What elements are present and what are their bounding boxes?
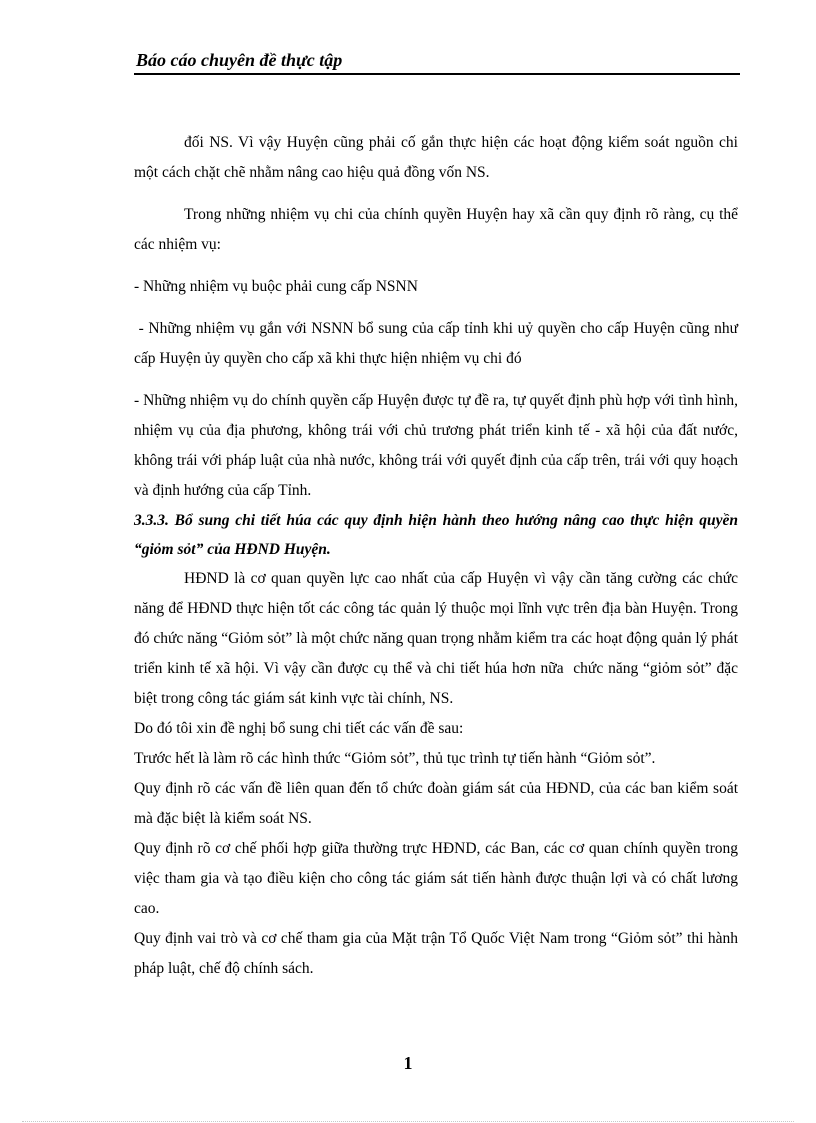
paragraph-6: HĐND là cơ quan quyền lực cao nhất của cấp Huyện vì vậy cần tăng cường các chức năng để HĐND thực hiện tốt các công tác quản lý thuộc mọi lĩnh vực trên địa bàn Huyện. Trong đó chức năng “Giỏm sỏt” là một chức năng quan trọng nhằm kiểm tra các hoạt động quản lý phát triển kinh tế xã hội. Vì vậy cần được cụ thể và chi tiết húa hơn nữa chức năng “giỏm sỏt” đặc biệt trong công tác giám sát kinh vực tài chính, NS.	[134, 570, 742, 707]
document-body	[134, 128, 742, 984]
paragraph-10: Quy định rõ cơ chế phối hợp giữa thường trực HĐND, các Ban, các cơ quan chính quyền trong việc tham gia và tạo điều kiện cho công tác giám sát tiến hành được thuận lợi và có chất lương cao.	[134, 840, 738, 917]
paragraph-7: Do đó tôi xin đề nghị bổ sung chi tiết các vấn đề sau:	[134, 720, 464, 737]
paragraph-1: đối NS. Vì vậy Huyện cũng phải cố gắn thực hiện các hoạt động kiểm soát nguồn chi một cách chặt chẽ nhằm nâng cao hiệu quả đồng vốn NS.	[134, 134, 738, 181]
paragraph-9: Quy định rõ các vấn đề liên quan đến tổ chức đoàn giám sát của HĐND, của các ban kiểm soát mà đặc biệt là kiểm soát NS.	[134, 780, 738, 827]
page-number: 1	[403, 1053, 413, 1073]
header-title: Báo cáo chuyên đề thực tập	[136, 50, 343, 70]
paragraph-11: Quy định vai trò và cơ chế tham gia của Mặt trận Tổ Quốc Việt Nam trong “Giỏm sỏt” thi hành pháp luật, chế độ chính sách.	[134, 930, 738, 977]
section-heading: 3.3.3. Bổ sung chi tiết húa các quy định hiện hành theo hướng nâng cao thực hiện quyền “giỏm sỏt” của HĐND Huyện.	[134, 512, 738, 558]
running-header	[134, 47, 740, 75]
paragraph-2: Trong những nhiệm vụ chi của chính quyền Huyện hay xã cần quy định rõ ràng, cụ thể các nhiệm vụ:	[134, 206, 738, 253]
paragraph-8: Trước hết là làm rõ các hình thức “Giỏm sỏt”, thủ tục trình tự tiến hành “Giỏm sỏt”.	[134, 750, 656, 767]
paragraph-3: - Những nhiệm vụ buộc phải cung cấp NSNN	[134, 278, 418, 295]
paragraph-5: - Những nhiệm vụ do chính quyền cấp Huyện được tự đề ra, tự quyết định phù hợp với tình hình, nhiệm vụ của địa phương, không trái với chủ trương phát triển kinh tế - xã hội của đất nước, không trái với pháp luật của nhà nước, không trái với quyết định của cấp trên, trái với quy hoạch và định hướng của cấp Tỉnh.	[134, 392, 738, 499]
page-bottom-divider	[22, 1121, 794, 1122]
paragraph-4: - Những nhiệm vụ gắn với NSNN bổ sung của cấp tỉnh khi uỷ quyền cho cấp Huyện cũng như cấp Huyện ủy quyền cho cấp xã khi thực hiện nhiệm vụ chi đó	[134, 320, 742, 367]
